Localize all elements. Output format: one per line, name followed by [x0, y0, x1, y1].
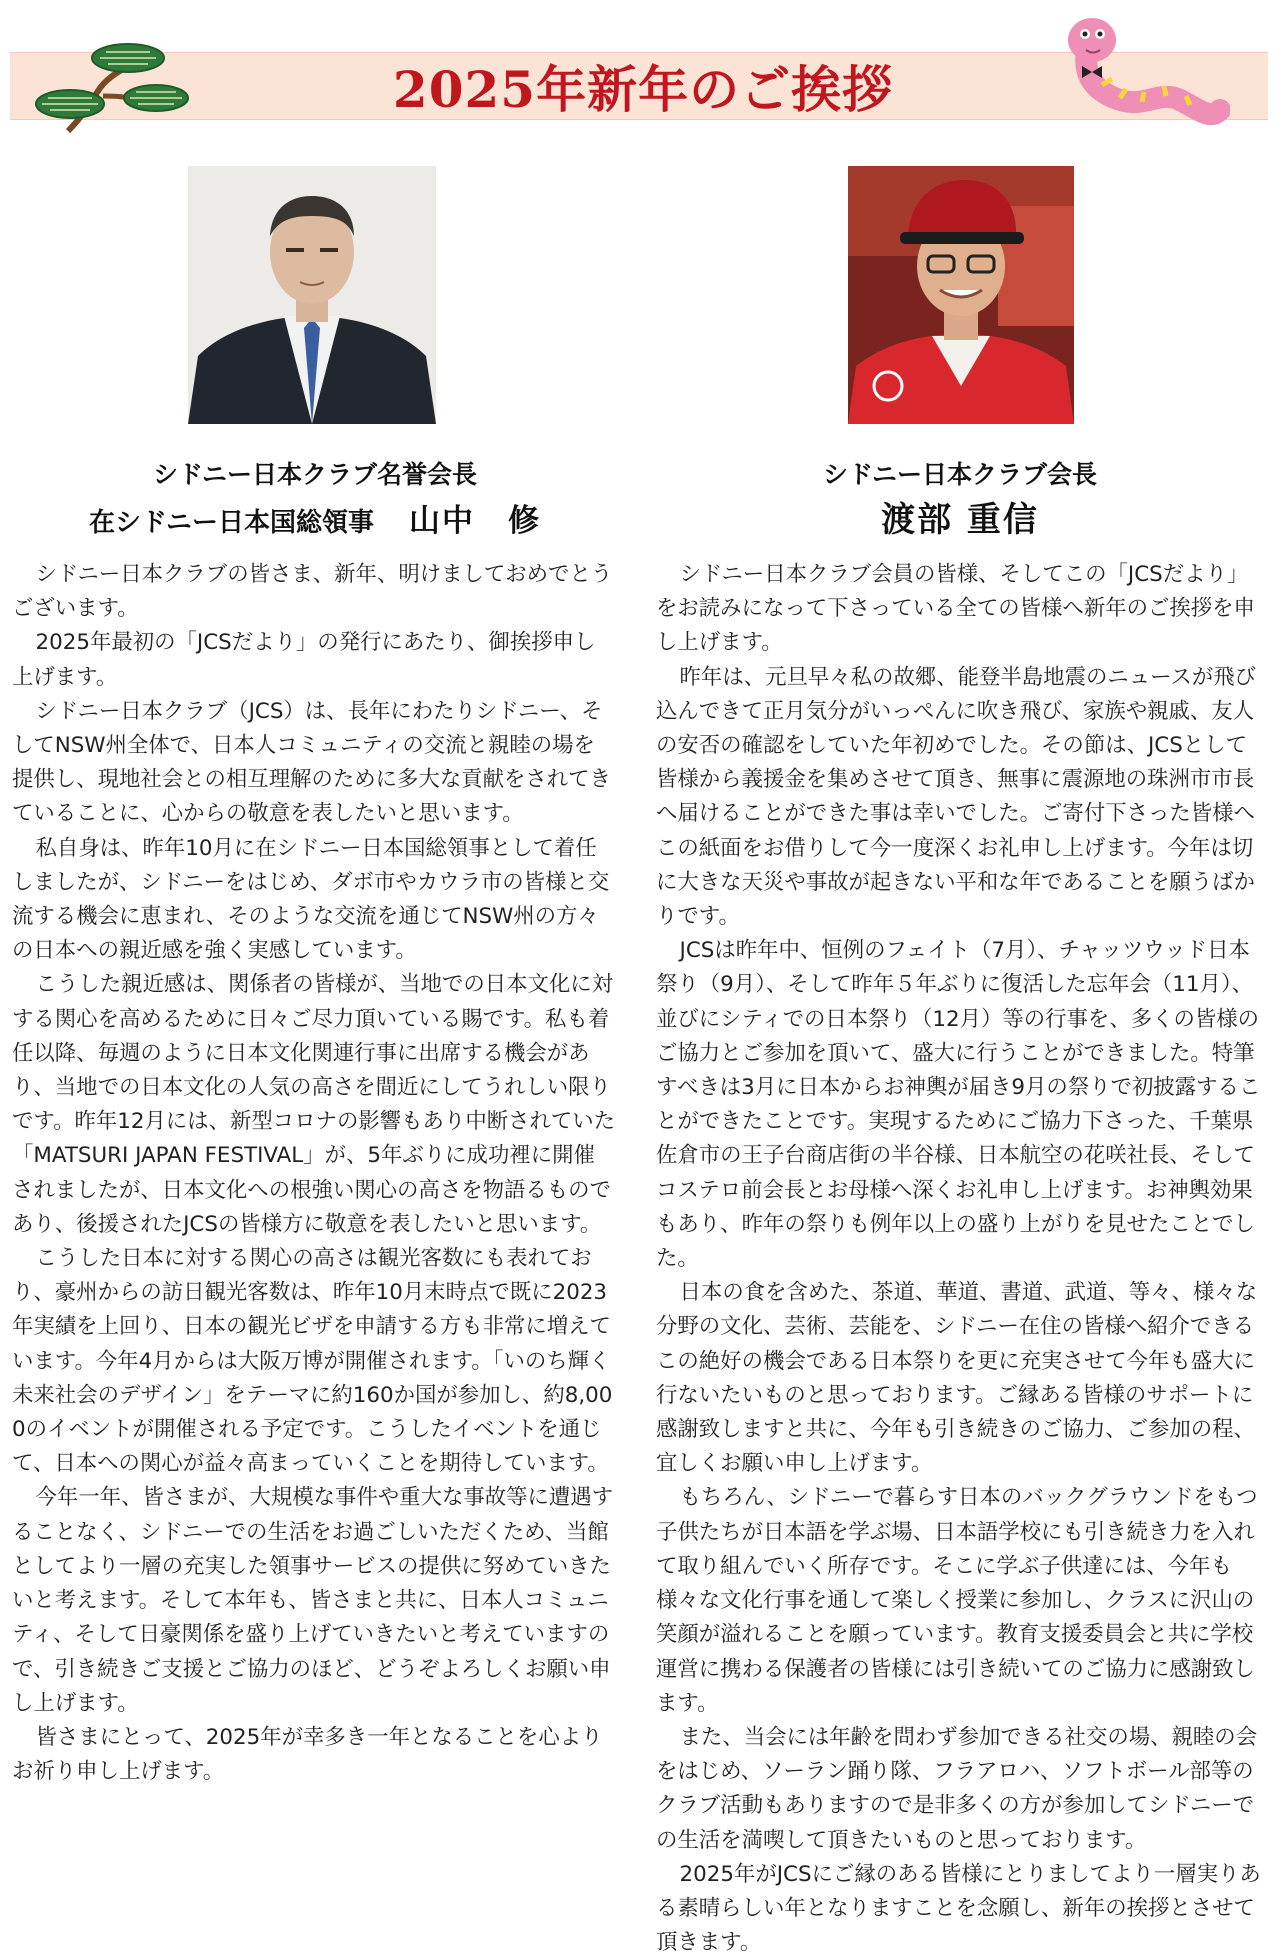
right-paragraph: JCSは昨年中、恒例のフェイト（7月）、チャッツウッド日本祭り（9月）、そして昨年５年ぶりに復活した忘年会（11月）、並びにシティでの日本祭り（12月）等の行事を、多くの皆様のご協力とご参加を頂いて、盛大に行うことができました。特筆すべきは3月に日本からお神輿が届き9月の祭りで初披露することができたことです。実現するためにご協力下さった、千葉県佐倉市の王子台商店街の半谷様、日本航空の花咲社長、そしてコステロ前会長とお母様へ深くお礼申し上げます。お神輿効果もあり、昨年の祭りも例年以上の盛り上がりを見せたことでした。 [656, 938, 1261, 1272]
left-paragraph: こうした親近感は、関係者の皆様が、当地での日本文化に対する関心を高めるために日々ご尽力頂いている賜です。私も着任以降、毎週のように日本文化関連行事に出席する機会があり、当地での日本文化の人気の高さを間近にしてうれしい限りです。昨年12月には、新型コロナの影響もあり中断されていた「MATSURI JAPAN FESTIVAL」が、5年ぶりに成功裡に開催されましたが、日本文化への根強い関心の高さを物語るものであり、後援されたJCSの皆様方に敬意を表したいと思います。 [12, 972, 616, 1237]
left-role-line1: シドニー日本クラブ名誉会長 [152, 460, 477, 489]
right-paragraph: 昨年は、元旦早々私の故郷、能登半島地震のニュースが飛び込んできて正月気分がいっぺんに吹き飛び、家族や親戚、友人の安否の確認をしていた年初めでした。その節は、JCSとして皆様から義援金を集めさせて頂き、無事に震源地の珠洲市市長へ届けることができた事は幸いでした。ご寄付下さった皆様へこの紙面をお借りして今一度深くお礼申し上げます。今年は切に大きな天災や事故が起きない平和な年であることを願うばかりです。 [656, 664, 1257, 930]
left-message-body [12, 558, 616, 1789]
left-role-title: 在シドニー日本国総領事 [88, 508, 374, 538]
page-title: 2025年新年のご挨拶 [392, 60, 894, 119]
pine-tree-icon [28, 36, 198, 136]
left-name: 山中 修 [409, 503, 542, 539]
left-paragraph: シドニー日本クラブ（JCS）は、長年にわたりシドニー、そしてNSW州全体で、日本人コミュニティの交流と親睦の場を提供し、現地社会との相互理解のために多大な貢献をされてきていることに、心からの敬意を表したいと思います。 [12, 698, 611, 827]
right-paragraph: また、当会には年齢を問わず参加できる社交の場、親睦の会をはじめ、ソーラン踊り隊、フラアロハ、ソフトボール部等のクラブ活動もありますので是非多くの方が参加してシドニーでの生活を満喫して頂きたいものと思っております。 [656, 1724, 1258, 1853]
consul-general-photo [188, 166, 436, 424]
right-paragraph: シドニー日本クラブ会員の皆様、そしてこの「JCSだより」をお読みになって下さっている全ての皆様へ新年のご挨拶を申し上げます。 [656, 562, 1255, 656]
left-paragraph: 今年一年、皆さまが、大規模な事件や重大な事故等に遭遇することなく、シドニーでの生活をお過ごしいただくため、当館としてより一層の充実した領事サービスの提供に努めていきたいと考えます。そして本年も、皆さまと共に、日本人コミュニティ、そして日豪関係を盛り上げていきたいと考えていますので、引き続きご支援とご協力のほど、どうぞよろしくお願い申し上げます。 [12, 1485, 614, 1716]
left-paragraph: 皆さまにとって、2025年が幸多き一年となることを心よりお祈り申し上げます。 [12, 1724, 603, 1785]
right-role-line1: シドニー日本クラブ会長 [822, 460, 1097, 489]
right-message-body [656, 558, 1268, 1960]
left-paragraph: 2025年最初の「JCSだより」の発行にあたり、御挨拶申し上げます。 [12, 630, 596, 690]
left-paragraph: こうした日本に対する関心の高さは観光客数にも表れており、豪州からの訪日観光客数は、昨年10月末時点で既に2023年実績を上回り、日本の観光ビザを申請する方も非常に増えています。今年4月からは大阪万博が開催されます。「いのち輝く未来社会のデザイン」をテーマに約160か国が参加し、約8,000のイベントが開催される予定です。こうしたイベントを通じて、日本への関心が益々高まっていくことを期待しています。 [12, 1246, 613, 1477]
right-paragraph: 日本の食を含めた、茶道、華道、書道、武道、等々、様々な分野の文化、芸術、芸能を、シドニー在住の皆様へ紹介できるこの絶好の機会である日本祭りを更に充実させて今年も盛大に行ないたいものと思っております。ご縁ある皆様のサポートに感謝致しますと共に、今年も引き続きのご協力、ご参加の程、宜しくお願い申し上げます。 [656, 1280, 1258, 1477]
left-paragraph: 私自身は、昨年10月に在シドニー日本国総領事として着任しましたが、シドニーをはじめ、ダボ市やカウラ市の皆様と交流する機会に恵まれ、そのような交流を通じてNSW州の方々の日本への親近感を強く実感しています。 [12, 835, 610, 964]
right-paragraph: もちろん、シドニーで暮らす日本のバックグラウンドをもつ子供たちが日本語を学ぶ場、日本語学校にも引き続き力を入れて取り組んでいく所存です。そこに学ぶ子供達には、今年も様々な文化行事を通して楽しく授業に参加し、クラスに沢山の笑顔が溢れることを願っています。教育支援委員会と共に学校運営に携わる保護者の皆様には引き続いてのご協力に感謝致します。 [656, 1485, 1258, 1716]
left-paragraph: シドニー日本クラブの皆さま、新年、明けましておめでとうございます。 [12, 562, 613, 622]
right-paragraph: 2025年がJCSにご縁のある皆様にとりましてより一層実りある素晴らしい年となりますことを念願し、新年の挨拶とさせて頂きます。 [656, 1861, 1261, 1956]
snake-mascot-icon [1050, 10, 1230, 140]
right-name: 渡部 重信 [881, 500, 1039, 540]
left-role-line2 [40, 495, 590, 540]
president-photo [848, 166, 1074, 424]
